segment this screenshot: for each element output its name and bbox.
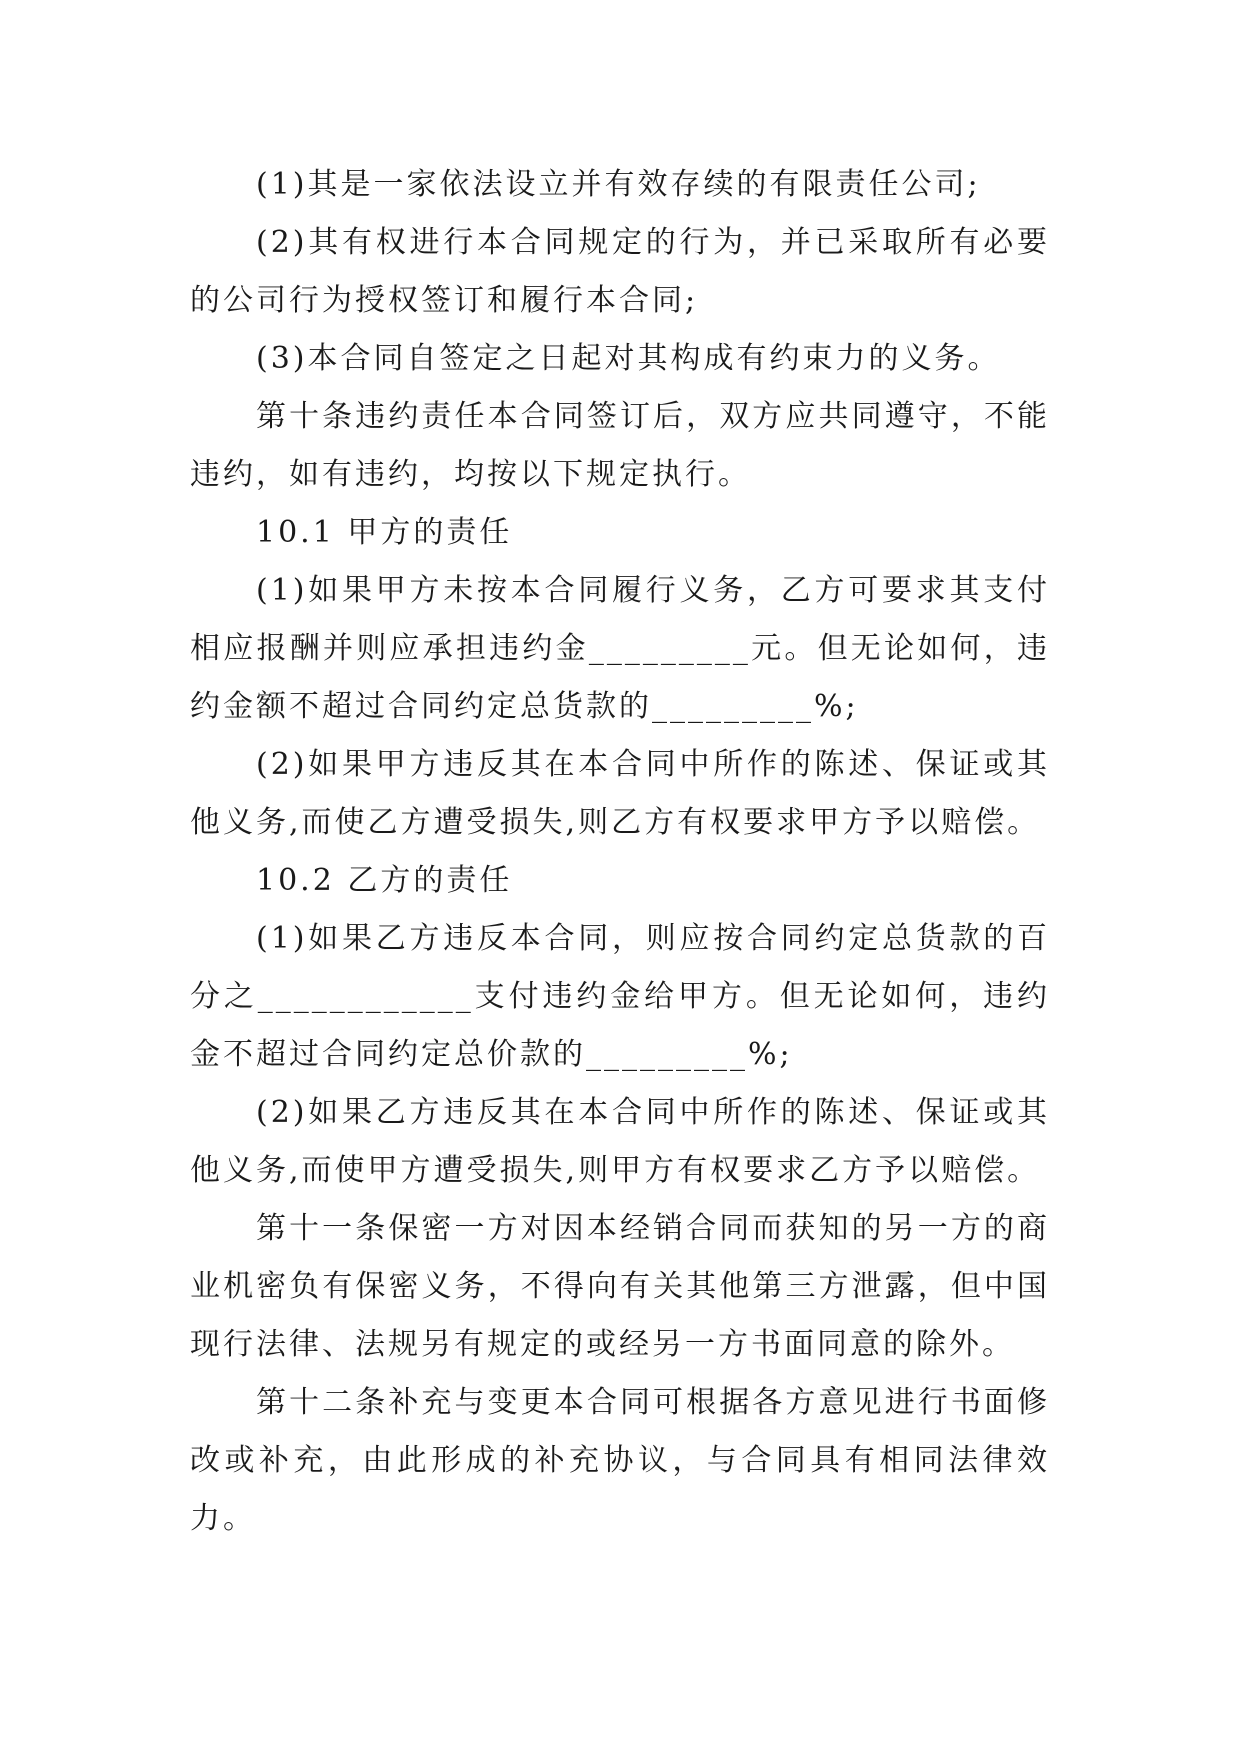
clause-paragraph: (1)如果乙方违反本合同，则应按合同约定总货款的百分之____________支付违约金给甲方。但无论如何，违约金不超过合同约定总价款的_________%;: [190, 921, 1050, 1072]
article-paragraph: 第十二条补充与变更本合同可根据各方意见进行书面修改或补充，由此形成的补充协议，与合同具有相同法律效力。: [190, 1385, 1050, 1536]
section-heading: 10.1 甲方的责任: [256, 515, 513, 550]
clause-paragraph: (2)其有权进行本合同规定的行为，并已采取所有必要的公司行为授权签订和履行本合同;: [190, 225, 1050, 318]
article-paragraph: 第十一条保密一方对因本经销合同而获知的另一方的商业机密负有保密义务，不得向有关其他第三方泄露，但中国现行法律、法规另有规定的或经另一方书面同意的除外。: [190, 1211, 1050, 1362]
article-paragraph: 第十条违约责任本合同签订后，双方应共同遵守，不能违约，如有违约，均按以下规定执行。: [190, 399, 1050, 492]
clause-paragraph: (2)如果甲方违反其在本合同中所作的陈述、保证或其他义务,而使乙方遭受损失,则乙方有权要求甲方予以赔偿。: [190, 747, 1050, 840]
clause-paragraph: (1)如果甲方未按本合同履行义务，乙方可要求其支付相应报酬并则应承担违约金_________元。但无论如何，违约金额不超过合同约定总货款的_________%;: [190, 573, 1050, 724]
clause-paragraph: (1)其是一家依法设立并有效存续的有限责任公司;: [256, 167, 981, 202]
document-body: [190, 156, 1050, 1548]
clause-paragraph: (2)如果乙方违反其在本合同中所作的陈述、保证或其他义务,而使甲方遭受损失,则甲方有权要求乙方予以赔偿。: [190, 1095, 1050, 1188]
section-heading: 10.2 乙方的责任: [256, 863, 513, 898]
clause-paragraph: (3)本合同自签定之日起对其构成有约束力的义务。: [256, 341, 1001, 376]
